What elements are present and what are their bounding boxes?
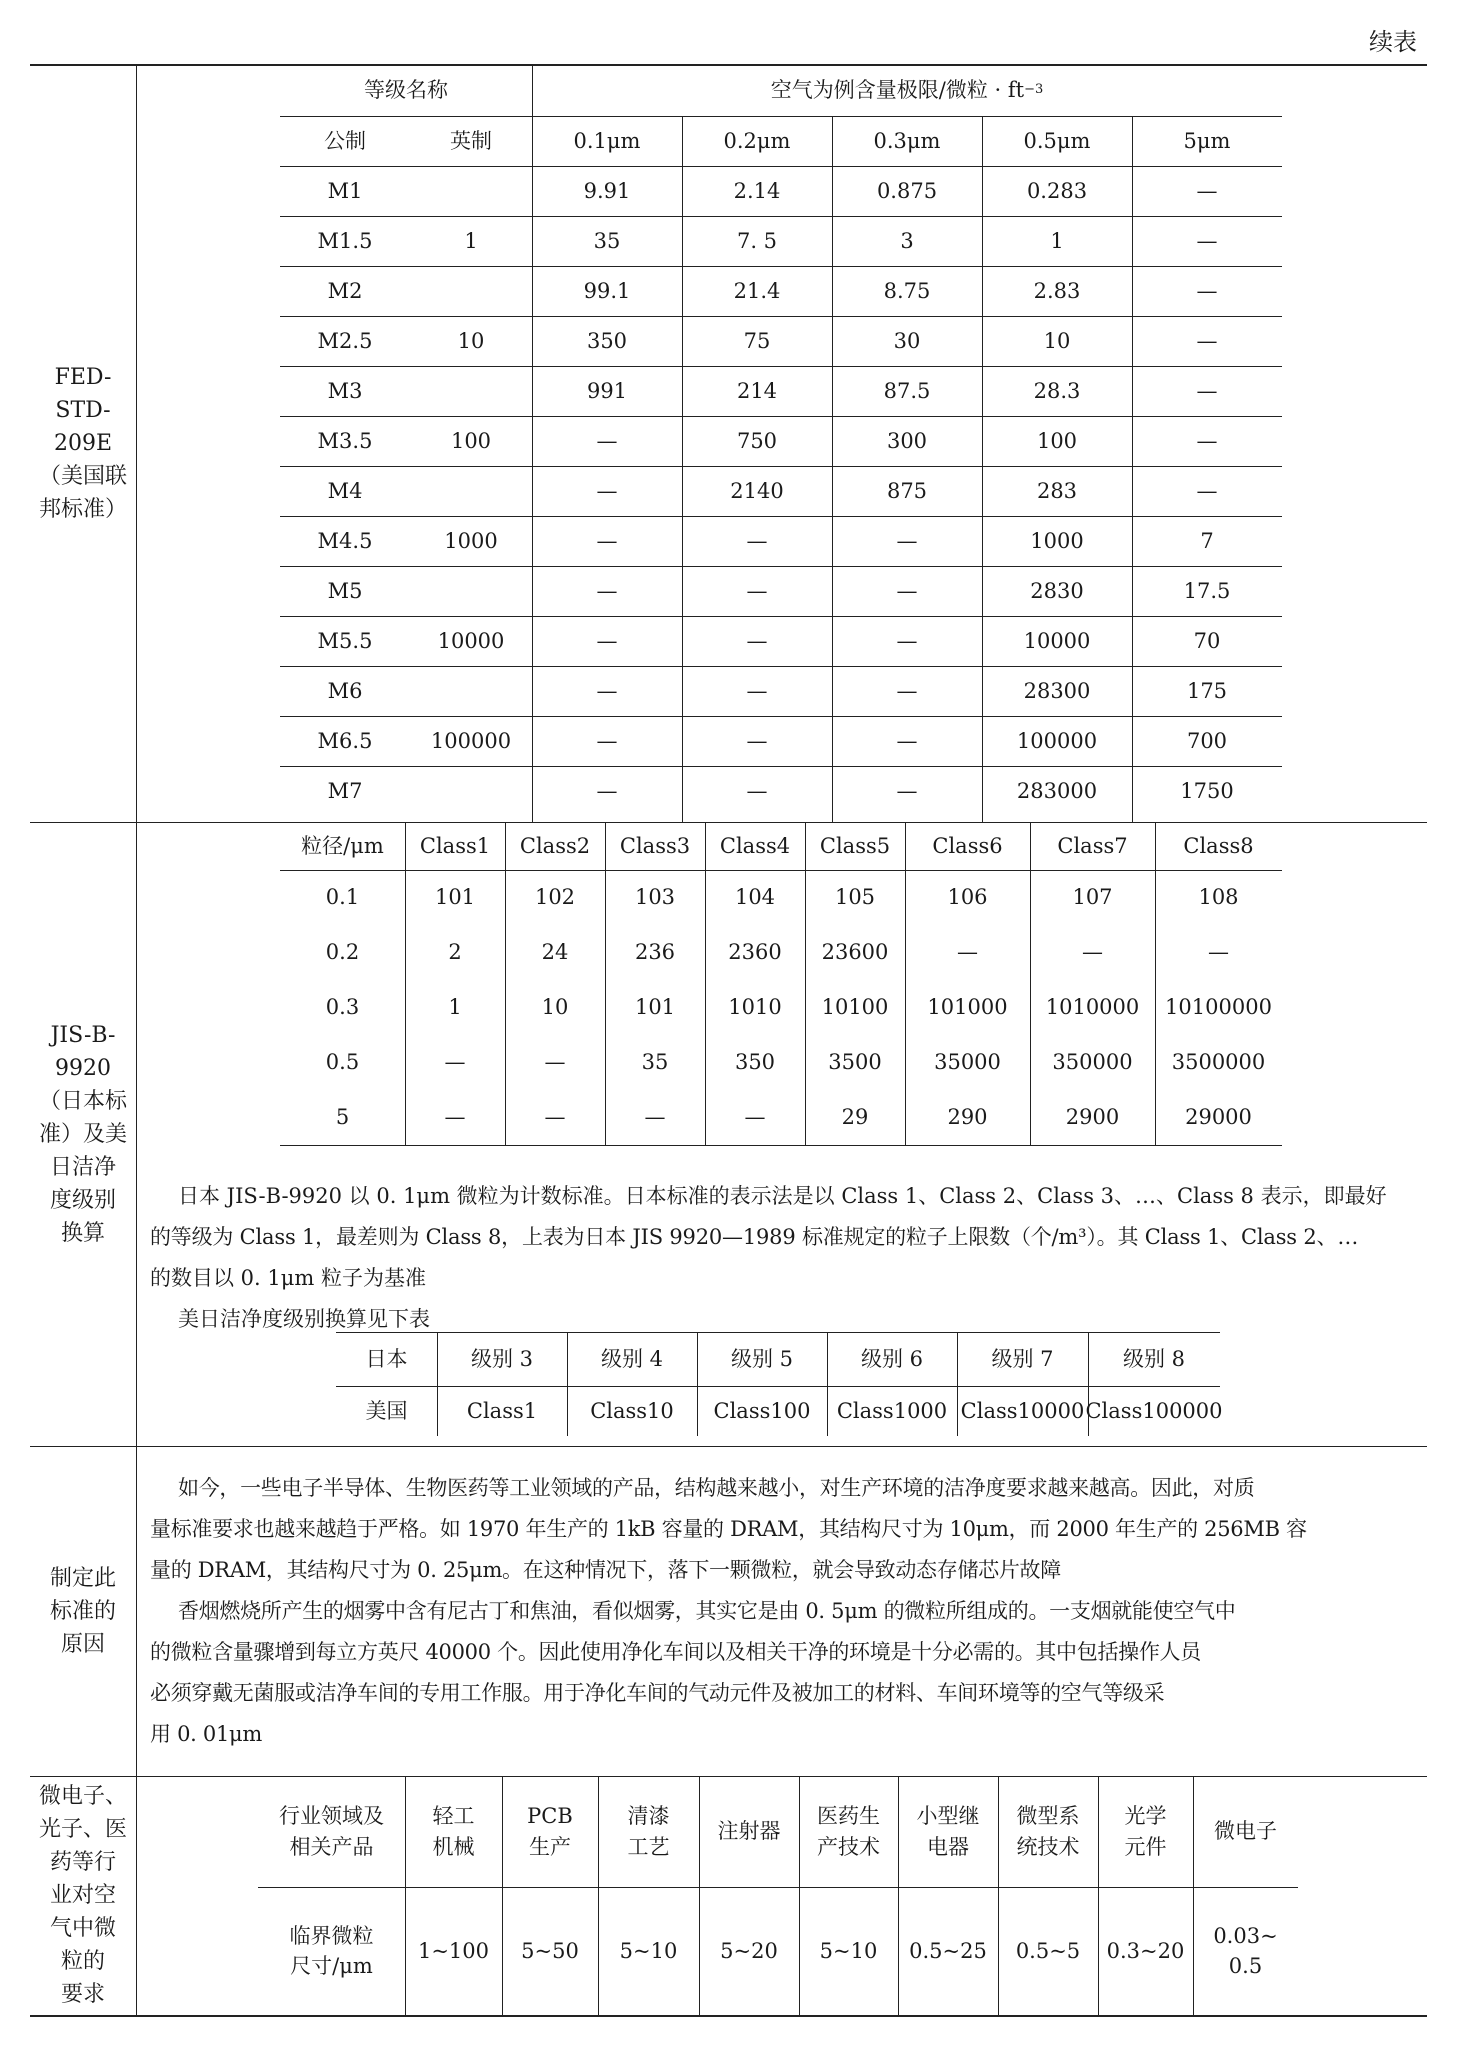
critical-size-cell: 5~20	[720, 1938, 778, 1963]
paragraph-line: 的等级为 Class 1，最差则为 Class 8，上表为日本 JIS 9920—1989 标准规定的粒子上限数（个/m³）。其 Class 1、Class 2、…	[150, 1225, 1359, 1249]
paragraph-line: 如今，一些电子半导体、生物医药等工业领域的产品，结构越来越小，对生产环境的洁净度要求越来越高。因此，对质	[178, 1476, 1255, 1500]
limit-value-cell: —	[596, 428, 618, 453]
critical-size-cell: 1~100	[417, 1938, 490, 1963]
grade-metric-cell: M2	[327, 278, 363, 303]
usa-class-cell: Class1000	[836, 1398, 948, 1423]
jis-header-cell: Class3	[619, 833, 691, 858]
japan-grade-cell: 级别 8	[1122, 1346, 1186, 1371]
limit-value-cell: —	[1196, 228, 1218, 253]
jis-count-cell: —	[444, 1105, 466, 1130]
jis-count-cell: —	[544, 1050, 566, 1075]
grade-metric-cell: M5.5	[317, 628, 373, 653]
industry-name-cell: 医药生 产技术	[817, 1804, 880, 1859]
jis-count-cell: 10	[541, 995, 569, 1020]
limit-value-cell: 28300	[1023, 678, 1091, 703]
grade-imperial-cell: 10000	[437, 628, 505, 653]
grade-imperial-cell	[410, 166, 532, 216]
jis-count-cell: 108	[1198, 885, 1239, 910]
jis-count-cell: 2900	[1065, 1105, 1120, 1130]
jis-count-cell: 2360	[728, 940, 782, 965]
grade-imperial-cell: 1000	[444, 528, 498, 553]
jis-count-cell: 106	[947, 885, 988, 910]
limit-value-cell: —	[596, 728, 618, 753]
jis-count-cell: 29000	[1185, 1105, 1252, 1130]
jis-count-cell: 103	[634, 885, 676, 910]
limit-value-cell: —	[1196, 328, 1218, 353]
limit-value-cell: —	[746, 528, 768, 553]
jis-count-cell: —	[744, 1105, 766, 1130]
grade-imperial-cell: 100	[450, 428, 492, 453]
limit-value-cell: —	[1196, 478, 1218, 503]
page-header: 续表	[1369, 28, 1417, 56]
jis-size-cell: 0.3	[325, 995, 360, 1020]
jis-count-cell: —	[1208, 940, 1229, 965]
limit-value-cell: 17.5	[1183, 578, 1231, 603]
jis-count-cell: 104	[734, 885, 776, 910]
limit-value-cell: —	[596, 678, 618, 703]
limit-value-cell: 1750	[1180, 778, 1234, 803]
paragraph-line: 香烟燃烧所产生的烟雾中含有尼古丁和焦油，看似烟雾，其实它是由 0. 5μm 的微粒所组成的。一支烟就能使空气中	[178, 1599, 1236, 1623]
limit-value-cell: —	[746, 728, 768, 753]
usa-class-cell: Class10000	[960, 1398, 1085, 1423]
limit-value-cell: —	[596, 628, 618, 653]
jis-count-cell: 2	[448, 940, 462, 965]
limit-value-cell: —	[1196, 278, 1218, 303]
jis-count-cell: 350	[734, 1050, 776, 1075]
limit-value-cell: 283000	[1016, 778, 1098, 803]
jis-count-cell: 1010	[728, 995, 782, 1020]
jis-count-cell: 24	[541, 940, 569, 965]
limit-value-cell: 991	[586, 378, 628, 403]
jis-count-cell: 35000	[934, 1050, 1001, 1075]
grade-name-header: 等级名称	[364, 77, 448, 102]
limit-value-cell: —	[596, 578, 618, 603]
critical-size-cell: 0.5~5	[1015, 1938, 1081, 1963]
paragraph-line: 的微粒含量骤增到每立方英尺 40000 个。因此使用净化车间以及相关干净的环境是十分必需的。其中包括操作人员	[150, 1640, 1201, 1664]
jis-count-cell: 107	[1072, 885, 1113, 910]
limit-value-cell: 175	[1186, 678, 1228, 703]
section-rule	[30, 1446, 1427, 1447]
jis-count-cell: 3500000	[1171, 1050, 1266, 1075]
limit-value-cell: 1000	[1030, 528, 1084, 553]
limit-value-cell: —	[596, 778, 618, 803]
industry-name-cell: 微型系 统技术	[1016, 1804, 1080, 1859]
jis-count-cell: —	[644, 1105, 666, 1130]
usa-class-cell: Class1	[466, 1398, 538, 1423]
jis-count-cell: 10100000	[1165, 995, 1272, 1020]
industry-label: 微电子、 光子、医 药等行 业对空 气中微 粒的 要求	[38, 1784, 127, 2007]
grade-metric-cell: M6	[327, 678, 363, 703]
jis-count-cell: 23600	[821, 940, 889, 965]
grade-metric-cell: M3	[327, 378, 363, 403]
particle-size-header: 0.1μm	[573, 128, 641, 153]
limit-value-cell: —	[746, 578, 768, 603]
limit-value-cell: 0.283	[1026, 178, 1088, 203]
limit-value-cell: 7. 5	[736, 228, 778, 253]
fed-std-label: FED-STD- 209E （美国联 邦标准）	[38, 364, 127, 522]
jis-size-cell: 0.1	[325, 885, 360, 910]
grade-imperial-cell	[410, 666, 532, 716]
japan-grade-cell: 级别 5	[730, 1346, 794, 1371]
jis-size-cell: 5	[335, 1105, 350, 1130]
particle-size-header: 0.3μm	[873, 128, 941, 153]
japan-grade-cell: 级别 6	[860, 1346, 924, 1371]
label-column-rule	[136, 64, 137, 2015]
jis-label: JIS-B- 9920 （日本标 准）及美 日洁净 度级别 换算	[38, 1022, 127, 1246]
jis-count-cell: 35	[641, 1050, 669, 1075]
grade-metric-cell: M4.5	[317, 528, 373, 553]
paragraph-line: 量的 DRAM，其结构尺寸为 0. 25μm。在这种情况下，落下一颗微粒，就会导致动态存储芯片故障	[150, 1558, 1061, 1582]
jis-count-cell: 29	[841, 1105, 869, 1130]
critical-size-cell: 5~10	[619, 1938, 678, 1963]
grade-imperial-cell	[410, 266, 532, 316]
particle-size-header: 5μm	[1183, 128, 1231, 153]
limit-value-cell: 30	[893, 328, 921, 353]
usa-label: 美国	[365, 1398, 408, 1423]
limit-value-cell: —	[896, 678, 918, 703]
paragraph-line: 美日洁净度级别换算见下表	[178, 1307, 430, 1331]
reason-label: 制定此 标准的 原因	[49, 1565, 116, 1657]
limit-value-cell: —	[1196, 378, 1218, 403]
grade-metric-cell: M7	[327, 778, 363, 803]
limit-value-cell: 75	[743, 328, 771, 353]
limit-value-cell: 7	[1200, 528, 1214, 553]
metric-header: 公制	[324, 128, 366, 153]
limit-value-cell: 350	[586, 328, 628, 353]
jis-header-cell: Class7	[1057, 833, 1128, 858]
limit-value-cell: 2.83	[1033, 278, 1081, 303]
particle-size-header: 0.5μm	[1023, 128, 1091, 153]
limit-value-cell: 99.1	[583, 278, 631, 303]
limit-value-cell: 87.5	[883, 378, 931, 403]
industry-name-cell: 清漆 工艺	[627, 1804, 670, 1859]
industry-name-cell: PCB 生产	[527, 1804, 573, 1859]
jis-size-cell: 0.5	[325, 1050, 360, 1075]
limit-value-cell: —	[1196, 428, 1218, 453]
limit-value-cell: 2140	[730, 478, 784, 503]
grade-metric-cell: M4	[327, 478, 363, 503]
limit-header: 空气为例含量极限/微粒 · ft −3	[770, 77, 1044, 102]
industry-header: 行业领域及 相关产品	[279, 1804, 384, 1859]
japan-grade-cell: 级别 4	[600, 1346, 664, 1371]
jis-header-cell: Class2	[519, 833, 591, 858]
usa-class-cell: Class100000	[1085, 1398, 1223, 1423]
jis-header-cell: Class5	[819, 833, 891, 858]
paragraph-line: 用 0. 01μm	[150, 1722, 262, 1746]
limit-value-cell: —	[746, 678, 768, 703]
limit-value-cell: 283	[1036, 478, 1078, 503]
limit-value-cell: —	[746, 628, 768, 653]
limit-value-cell: 0.875	[876, 178, 938, 203]
particle-size-header: 0.2μm	[723, 128, 791, 153]
paragraph-line: 必须穿戴无菌服或洁净车间的专用工作服。用于净化车间的气动元件及被加工的材料、车间环境等的空气等级采	[150, 1681, 1165, 1705]
grade-imperial-cell	[410, 466, 532, 516]
limit-value-cell: 3	[900, 228, 914, 253]
jis-count-cell: —	[544, 1105, 566, 1130]
table-end-rule	[280, 1145, 1282, 1146]
limit-value-cell: —	[896, 628, 918, 653]
industry-name-cell: 光学 元件	[1124, 1804, 1167, 1859]
industry-name-cell: 微电子	[1214, 1819, 1277, 1844]
grade-imperial-cell	[410, 566, 532, 616]
grade-metric-cell: M5	[327, 578, 363, 603]
grade-imperial-cell	[410, 766, 532, 816]
limit-value-cell: —	[896, 528, 918, 553]
limit-value-cell: 10000	[1023, 628, 1091, 653]
limit-value-cell: 70	[1193, 628, 1221, 653]
critical-size-cell: 5~50	[521, 1938, 579, 1963]
limit-value-cell: 300	[886, 428, 928, 453]
limit-value-cell: 2830	[1030, 578, 1084, 603]
japan-label: 日本	[365, 1346, 408, 1371]
limit-value-cell: 1	[1050, 228, 1064, 253]
limit-value-cell: —	[596, 478, 618, 503]
jis-count-cell: 3500	[828, 1050, 882, 1075]
jis-header-cell: 粒径/μm	[301, 833, 384, 858]
grade-imperial-cell: 1	[464, 228, 478, 253]
limit-value-cell: 750	[736, 428, 778, 453]
critical-size-cell: 0.5~25	[909, 1938, 987, 1963]
japan-grade-cell: 级别 3	[470, 1346, 534, 1371]
japan-grade-cell: 级别 7	[991, 1346, 1054, 1371]
jis-count-cell: 1010000	[1045, 995, 1140, 1020]
jis-count-cell: 236	[634, 940, 676, 965]
jis-description	[150, 1176, 1412, 1340]
limit-value-cell: —	[896, 728, 918, 753]
paragraph-line: 量标准要求也越来越趋于严格。如 1970 年生产的 1kB 容量的 DRAM，其结构尺寸为 10μm，而 2000 年生产的 256MB 容	[150, 1517, 1307, 1541]
grade-metric-cell: M3.5	[317, 428, 373, 453]
limit-value-cell: 8.75	[883, 278, 931, 303]
grade-imperial-cell	[410, 366, 532, 416]
critical-size-cell: 0.3~20	[1106, 1938, 1185, 1963]
usa-class-cell: Class100	[713, 1398, 811, 1423]
table-bottom-rule	[30, 2015, 1427, 2017]
reason-paragraph	[150, 1468, 1412, 1755]
limit-value-cell: 10	[1043, 328, 1071, 353]
jis-count-cell: 10100	[821, 995, 889, 1020]
industry-name-cell: 小型继 电器	[916, 1804, 980, 1859]
jis-count-cell: 102	[534, 885, 576, 910]
grade-imperial-cell: 100000	[430, 728, 512, 753]
jis-count-cell: 290	[947, 1105, 988, 1130]
jis-count-cell: 350000	[1052, 1050, 1133, 1075]
limit-value-cell: 21.4	[733, 278, 781, 303]
limit-value-cell: 214	[736, 378, 778, 403]
grade-metric-cell: M6.5	[317, 728, 373, 753]
jis-count-cell: 101	[434, 885, 476, 910]
usa-class-cell: Class10	[590, 1398, 674, 1423]
jis-count-cell: 105	[834, 885, 876, 910]
limit-value-cell: 100000	[1016, 728, 1098, 753]
jis-count-cell: —	[957, 940, 978, 965]
jis-header-cell: Class8	[1183, 833, 1254, 858]
grade-metric-cell: M1	[327, 178, 363, 203]
jis-count-cell: —	[1082, 940, 1103, 965]
limit-value-cell: 700	[1186, 728, 1228, 753]
critical-size-cell: 0.03~ 0.5	[1213, 1923, 1278, 1978]
limit-value-cell: 2.14	[733, 178, 781, 203]
unit-superscript: −3	[1024, 81, 1044, 97]
grade-metric-cell: M1.5	[317, 228, 373, 253]
industry-name-cell: 注射器	[717, 1819, 781, 1844]
grade-metric-cell: M2.5	[317, 328, 373, 353]
jis-header-cell: Class4	[719, 833, 791, 858]
limit-value-cell: —	[746, 778, 768, 803]
limit-value-cell: —	[896, 778, 918, 803]
grade-imperial-cell: 10	[457, 328, 485, 353]
jis-count-cell: 101	[634, 995, 676, 1020]
jis-count-cell: 1	[448, 995, 462, 1020]
critical-size-cell: 5~10	[819, 1938, 878, 1963]
jis-header-cell: Class6	[932, 833, 1003, 858]
paragraph-line: 的数目以 0. 1μm 粒子为基准	[150, 1266, 426, 1290]
paragraph-line: 日本 JIS-B-9920 以 0. 1μm 微粒为计数标准。日本标准的表示法是以 Class 1、Class 2、Class 3、…、Class 8 表示，即最好	[178, 1184, 1387, 1208]
jis-count-cell: —	[444, 1050, 466, 1075]
particle-size-row-header: 临界微粒 尺寸/μm	[289, 1923, 374, 1978]
industry-name-cell: 轻工 机械	[432, 1804, 475, 1859]
limit-value-cell: 100	[1036, 428, 1078, 453]
limit-value-cell: 35	[593, 228, 621, 253]
limit-value-cell: 875	[886, 478, 928, 503]
jis-header-cell: Class1	[419, 833, 491, 858]
jis-count-cell: 101000	[927, 995, 1008, 1020]
limit-value-cell: —	[896, 578, 918, 603]
limit-value-cell: 28.3	[1033, 378, 1081, 403]
imperial-header: 英制	[450, 128, 492, 153]
limit-value-cell: 9.91	[583, 178, 631, 203]
limit-value-cell: —	[1196, 178, 1218, 203]
jis-size-cell: 0.2	[325, 940, 360, 965]
limit-value-cell: —	[596, 528, 618, 553]
